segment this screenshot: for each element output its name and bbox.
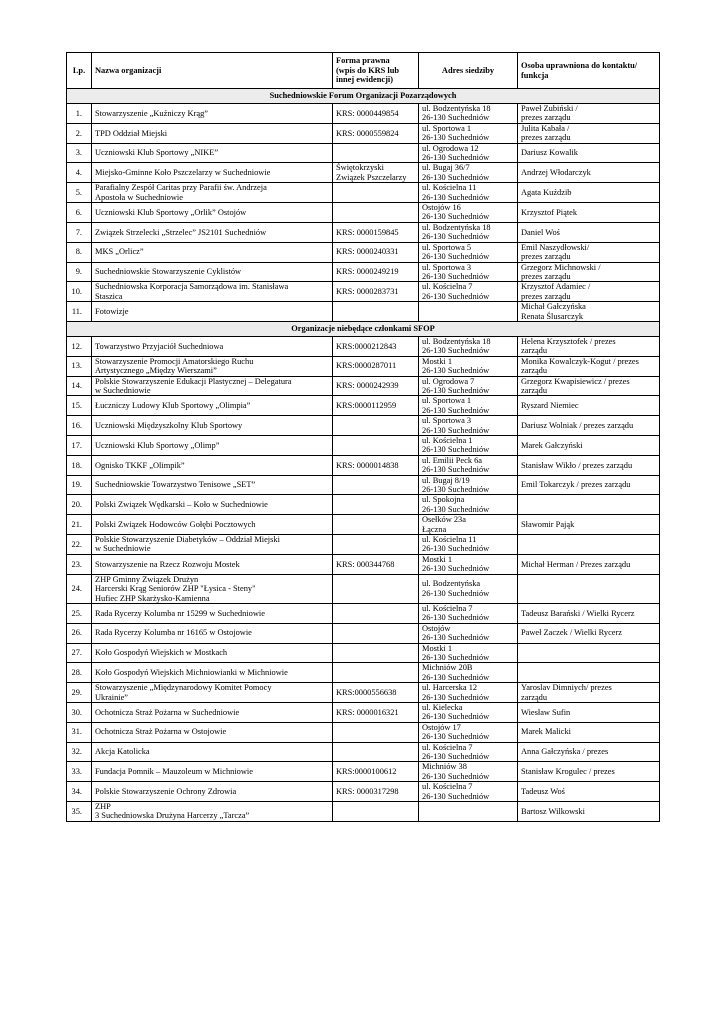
cell-lp: 25. bbox=[67, 603, 92, 623]
cell-address: ul. Bugaj 8/19 26-130 Suchedniów bbox=[419, 475, 518, 495]
section-title: Suchedniowskie Forum Organizacji Pozarządowych bbox=[67, 89, 660, 104]
section-header-sfop bbox=[67, 89, 660, 104]
cell-lp: 33. bbox=[67, 762, 92, 782]
cell-address: ul. Harcerska 12 26-130 Suchedniów bbox=[419, 683, 518, 703]
cell-legal-form: KRS:0000100612 bbox=[333, 762, 419, 782]
cell-lp: 12. bbox=[67, 336, 92, 356]
cell-organization-name: Uczniowski Klub Sportowy „Olimp” bbox=[92, 436, 333, 456]
header-legal-form: Forma prawna (wpis do KRS lub innej ewidencji) bbox=[333, 53, 419, 89]
table-row bbox=[67, 455, 660, 475]
cell-lp: 19. bbox=[67, 475, 92, 495]
table-row bbox=[67, 603, 660, 623]
table-row bbox=[67, 722, 660, 742]
cell-organization-name: Stowarzyszenie „Kuźniczy Krąg” bbox=[92, 104, 333, 124]
table-row bbox=[67, 203, 660, 223]
cell-organization-name: Miejsko-Gminne Koło Pszczelarzy w Suchedniowie bbox=[92, 163, 333, 183]
cell-organization-name: Suchedniowskie Towarzystwo Tenisowe „SET” bbox=[92, 475, 333, 495]
cell-address: Ostojów 16 26-130 Suchedniów bbox=[419, 203, 518, 223]
cell-legal-form: KRS: 0000317298 bbox=[333, 782, 419, 802]
cell-address: ul. Kościelna 11 26-130 Suchedniów bbox=[419, 183, 518, 203]
cell-contact: Daniel Woś bbox=[518, 222, 660, 242]
cell-address: ul. Kościelna 7 26-130 Suchedniów bbox=[419, 603, 518, 623]
table-row bbox=[67, 163, 660, 183]
cell-contact: Paweł Zaczek / Wielki Rycerz bbox=[518, 623, 660, 643]
table-row bbox=[67, 574, 660, 603]
cell-contact: Bartosz Wilkowski bbox=[518, 802, 660, 822]
cell-organization-name: Akcja Katolicka bbox=[92, 742, 333, 762]
document-page bbox=[66, 52, 659, 822]
cell-lp: 14. bbox=[67, 376, 92, 396]
cell-organization-name: Towarzystwo Przyjaciół Suchedniowa bbox=[92, 336, 333, 356]
cell-lp: 28. bbox=[67, 663, 92, 683]
cell-organization-name: Suchedniowskie Stowarzyszenie Cyklistów bbox=[92, 262, 333, 282]
cell-address: ul. Sportowa 3 26-130 Suchedniów bbox=[419, 416, 518, 436]
table-row bbox=[67, 242, 660, 262]
cell-lp: 23. bbox=[67, 554, 92, 574]
cell-contact bbox=[518, 574, 660, 603]
table-row bbox=[67, 123, 660, 143]
cell-contact: Tadeusz Barański / Wielki Rycerz bbox=[518, 603, 660, 623]
cell-legal-form bbox=[333, 143, 419, 163]
cell-lp: 24. bbox=[67, 574, 92, 603]
cell-lp: 1. bbox=[67, 104, 92, 124]
cell-address: ul. Kościelna 7 26-130 Suchedniów bbox=[419, 282, 518, 302]
table-row bbox=[67, 623, 660, 643]
cell-legal-form: KRS:0000556638 bbox=[333, 683, 419, 703]
cell-organization-name: Rada Rycerzy Kolumba nr 15299 w Suchedniowie bbox=[92, 603, 333, 623]
cell-address: ul. Emilii Peck 6a 26-130 Suchedniów bbox=[419, 455, 518, 475]
cell-contact: Wiesław Sufin bbox=[518, 702, 660, 722]
header-contact: Osoba uprawniona do kontaktu/ funkcja bbox=[518, 53, 660, 89]
cell-legal-form: KRS:0000212843 bbox=[333, 336, 419, 356]
cell-address: ul. Spokojna 26-130 Suchedniów bbox=[419, 495, 518, 515]
cell-address: ul. Ogrodowa 7 26-130 Suchedniów bbox=[419, 376, 518, 396]
cell-organization-name: Rada Rycerzy Kolumba nr 16165 w Ostojowie bbox=[92, 623, 333, 643]
cell-legal-form bbox=[333, 663, 419, 683]
cell-organization-name: Polski Związek Wędkarski – Koło w Suchedniowie bbox=[92, 495, 333, 515]
cell-organization-name: Ochotnicza Straż Pożarna w Ostojowie bbox=[92, 722, 333, 742]
cell-legal-form bbox=[333, 515, 419, 535]
cell-legal-form bbox=[333, 802, 419, 822]
cell-address: Ostojów 26-130 Suchedniów bbox=[419, 623, 518, 643]
cell-lp: 18. bbox=[67, 455, 92, 475]
cell-lp: 16. bbox=[67, 416, 92, 436]
cell-lp: 15. bbox=[67, 396, 92, 416]
cell-contact bbox=[518, 663, 660, 683]
cell-lp: 5. bbox=[67, 183, 92, 203]
table-row bbox=[67, 535, 660, 555]
cell-legal-form: KRS:0000287011 bbox=[333, 356, 419, 376]
cell-lp: 22. bbox=[67, 535, 92, 555]
table-row bbox=[67, 436, 660, 456]
cell-lp: 26. bbox=[67, 623, 92, 643]
cell-lp: 10. bbox=[67, 282, 92, 302]
cell-lp: 8. bbox=[67, 242, 92, 262]
cell-organization-name: ZHP Gminny Związek Drużyn Harcerski Krąg Seniorów ZHP "Łysica - Steny" Hufiec ZHP Skarżysko-Kamienna bbox=[92, 574, 333, 603]
header-lp: Lp. bbox=[67, 53, 92, 89]
table-row bbox=[67, 475, 660, 495]
cell-address: Michniów 20B 26-130 Suchedniów bbox=[419, 663, 518, 683]
cell-lp: 7. bbox=[67, 222, 92, 242]
table-row bbox=[67, 515, 660, 535]
cell-organization-name: Polskie Stowarzyszenie Ochrony Zdrowia bbox=[92, 782, 333, 802]
cell-contact: Grzegorz Michnowski / prezes zarządu bbox=[518, 262, 660, 282]
cell-legal-form: KRS: 0000559824 bbox=[333, 123, 419, 143]
cell-contact: Krzysztof Piątek bbox=[518, 203, 660, 223]
cell-contact: Michał Herman / Prezes zarządu bbox=[518, 554, 660, 574]
cell-address: ul. Bodzentyńska 18 26-130 Suchedniów bbox=[419, 222, 518, 242]
cell-address bbox=[419, 302, 518, 322]
table-row bbox=[67, 554, 660, 574]
cell-contact: Krzysztof Adamiec / prezes zarządu bbox=[518, 282, 660, 302]
cell-contact: Michał Gałczyńska Renata Ślusarczyk bbox=[518, 302, 660, 322]
cell-contact bbox=[518, 535, 660, 555]
cell-address: ul. Bodzentyńska 18 26-130 Suchedniów bbox=[419, 336, 518, 356]
cell-contact: Anna Gałczyńska / prezes bbox=[518, 742, 660, 762]
cell-organization-name: Ognisko TKKF „Olimpik” bbox=[92, 455, 333, 475]
cell-contact: Julita Kabała / prezes zarządu bbox=[518, 123, 660, 143]
cell-legal-form bbox=[333, 603, 419, 623]
cell-organization-name: Polski Związek Hodowców Gołębi Pocztowych bbox=[92, 515, 333, 535]
cell-address: ul. Ogrodowa 12 26-130 Suchedniów bbox=[419, 143, 518, 163]
cell-lp: 34. bbox=[67, 782, 92, 802]
cell-lp: 2. bbox=[67, 123, 92, 143]
cell-address bbox=[419, 802, 518, 822]
cell-legal-form bbox=[333, 574, 419, 603]
cell-legal-form: KRS: 000344768 bbox=[333, 554, 419, 574]
cell-organization-name: Polskie Stowarzyszenie Diabetyków – Oddział Miejski w Suchedniowie bbox=[92, 535, 333, 555]
cell-legal-form bbox=[333, 475, 419, 495]
table-row bbox=[67, 416, 660, 436]
cell-lp: 11. bbox=[67, 302, 92, 322]
cell-lp: 27. bbox=[67, 643, 92, 663]
cell-contact: Sławomir Pająk bbox=[518, 515, 660, 535]
cell-organization-name: ZHP 3 Suchedniowska Drużyna Harcerzy „Tarcza” bbox=[92, 802, 333, 822]
header-address: Adres siedziby bbox=[419, 53, 518, 89]
cell-legal-form: KRS: 0000242939 bbox=[333, 376, 419, 396]
table-row bbox=[67, 302, 660, 322]
cell-address: ul. Kościelna 7 26-130 Suchedniów bbox=[419, 782, 518, 802]
cell-contact: Dariusz Kowalik bbox=[518, 143, 660, 163]
cell-contact bbox=[518, 495, 660, 515]
cell-contact: Helena Krzysztofek / prezes zarządu bbox=[518, 336, 660, 356]
table-row bbox=[67, 376, 660, 396]
section-title: Organizacje niebędące członkami SFOP bbox=[67, 321, 660, 336]
cell-organization-name: TPD Oddział Miejski bbox=[92, 123, 333, 143]
cell-lp: 29. bbox=[67, 683, 92, 703]
table-row bbox=[67, 396, 660, 416]
cell-contact: Paweł Zubiński / prezes zarządu bbox=[518, 104, 660, 124]
cell-address: Mostki 1 26-130 Suchedniów bbox=[419, 554, 518, 574]
table-row bbox=[67, 643, 660, 663]
cell-legal-form bbox=[333, 535, 419, 555]
cell-address: ul. Bugaj 36/7 26-130 Suchedniów bbox=[419, 163, 518, 183]
cell-legal-form bbox=[333, 495, 419, 515]
cell-address: ul. Sportowa 3 26-130 Suchedniów bbox=[419, 262, 518, 282]
cell-organization-name: Uczniowski Klub Sportowy „Orlik” Ostojów bbox=[92, 203, 333, 223]
table-row bbox=[67, 262, 660, 282]
cell-contact: Emil Naszydłowski/ prezes zarządu bbox=[518, 242, 660, 262]
cell-organization-name: Fundacja Pomnik – Mauzoleum w Michniowie bbox=[92, 762, 333, 782]
table-row bbox=[67, 104, 660, 124]
cell-organization-name: Parafialny Zespół Caritas przy Parafii św. Andrzeja Apostoła w Suchedniowie bbox=[92, 183, 333, 203]
cell-organization-name: Uczniowski Klub Sportowy „NIKE” bbox=[92, 143, 333, 163]
cell-lp: 20. bbox=[67, 495, 92, 515]
cell-legal-form bbox=[333, 742, 419, 762]
cell-lp: 4. bbox=[67, 163, 92, 183]
header-name: Nazwa organizacji bbox=[92, 53, 333, 89]
cell-contact: Stanisław Wikło / prezes zarządu bbox=[518, 455, 660, 475]
table-row bbox=[67, 143, 660, 163]
cell-contact: Monika Kowalczyk-Kogut / prezes zarządu bbox=[518, 356, 660, 376]
cell-lp: 9. bbox=[67, 262, 92, 282]
cell-address: ul. Kościelna 11 26-130 Suchedniów bbox=[419, 535, 518, 555]
cell-lp: 32. bbox=[67, 742, 92, 762]
cell-organization-name: Polskie Stowarzyszenie Edukacji Plastycznej – Delegatura w Suchedniowie bbox=[92, 376, 333, 396]
cell-legal-form: KRS: 0000014838 bbox=[333, 455, 419, 475]
cell-lp: 30. bbox=[67, 702, 92, 722]
cell-legal-form: KRS: 0000240331 bbox=[333, 242, 419, 262]
cell-legal-form bbox=[333, 416, 419, 436]
cell-organization-name: Stowarzyszenie „Międzynarodowy Komitet Pomocy Ukrainie” bbox=[92, 683, 333, 703]
table-row bbox=[67, 782, 660, 802]
table-row bbox=[67, 336, 660, 356]
cell-contact: Emil Tokarczyk / prezes zarządu bbox=[518, 475, 660, 495]
cell-organization-name: Ochotnicza Straż Pożarna w Suchedniowie bbox=[92, 702, 333, 722]
cell-address: Mostki 1 26-130 Suchedniów bbox=[419, 643, 518, 663]
cell-contact: Agata Kuździb bbox=[518, 183, 660, 203]
cell-legal-form: KRS: 0000249219 bbox=[333, 262, 419, 282]
cell-lp: 6. bbox=[67, 203, 92, 223]
cell-lp: 13. bbox=[67, 356, 92, 376]
cell-address: ul. Bodzentyńska 18 26-130 Suchedniów bbox=[419, 104, 518, 124]
cell-contact bbox=[518, 643, 660, 663]
cell-legal-form bbox=[333, 436, 419, 456]
cell-organization-name: Fotowizje bbox=[92, 302, 333, 322]
cell-legal-form: KRS: 0000449854 bbox=[333, 104, 419, 124]
table-row bbox=[67, 282, 660, 302]
cell-organization-name: MKS „Orlicz” bbox=[92, 242, 333, 262]
cell-legal-form bbox=[333, 722, 419, 742]
cell-contact: Marek Malicki bbox=[518, 722, 660, 742]
cell-contact: Marek Gałczyński bbox=[518, 436, 660, 456]
cell-organization-name: Koło Gospodyń Wiejskich Michniowianki w Michniowie bbox=[92, 663, 333, 683]
cell-organization-name: Łuczniczy Ludowy Klub Sportowy „Olimpia” bbox=[92, 396, 333, 416]
organizations-table bbox=[66, 52, 660, 822]
cell-lp: 21. bbox=[67, 515, 92, 535]
table-row bbox=[67, 495, 660, 515]
cell-lp: 3. bbox=[67, 143, 92, 163]
table-header-row bbox=[67, 53, 660, 89]
table-row bbox=[67, 663, 660, 683]
table-row bbox=[67, 702, 660, 722]
table-row bbox=[67, 356, 660, 376]
cell-legal-form bbox=[333, 183, 419, 203]
cell-organization-name: Związek Strzelecki „Strzelec” JS2101 Suchedniów bbox=[92, 222, 333, 242]
cell-address: ul. Kielecka 26-130 Suchedniów bbox=[419, 702, 518, 722]
cell-address: ul. Sportowa 5 26-130 Suchedniów bbox=[419, 242, 518, 262]
cell-address: Mostki 1 26-130 Suchedniów bbox=[419, 356, 518, 376]
cell-address: Michniów 38 26-130 Suchedniów bbox=[419, 762, 518, 782]
cell-contact: Dariusz Wolniak / prezes zarządu bbox=[518, 416, 660, 436]
cell-address: ul. Kościelna 1 26-130 Suchedniów bbox=[419, 436, 518, 456]
table-row bbox=[67, 742, 660, 762]
cell-organization-name: Koło Gospodyń Wiejskich w Mostkach bbox=[92, 643, 333, 663]
cell-organization-name: Stowarzyszenie Promocji Amatorskiego Ruchu Artystycznego „Między Wierszami” bbox=[92, 356, 333, 376]
cell-organization-name: Suchedniowska Korporacja Samorządowa im. Stanisława Staszica bbox=[92, 282, 333, 302]
cell-lp: 31. bbox=[67, 722, 92, 742]
cell-legal-form: Świętokrzyski Związek Pszczelarzy bbox=[333, 163, 419, 183]
cell-legal-form: KRS: 0000159845 bbox=[333, 222, 419, 242]
cell-contact: Ryszard Niemiec bbox=[518, 396, 660, 416]
cell-contact: Grzegorz Kwapisiewicz / prezes zarządu bbox=[518, 376, 660, 396]
cell-address: ul. Bodzentyńska 26-130 Suchedniów bbox=[419, 574, 518, 603]
cell-lp: 35. bbox=[67, 802, 92, 822]
table-body bbox=[67, 89, 660, 822]
cell-address: ul. Sportowa 1 26-130 Suchedniów bbox=[419, 123, 518, 143]
cell-organization-name: Uczniowski Międzyszkolny Klub Sportowy bbox=[92, 416, 333, 436]
cell-contact: Tadeusz Woś bbox=[518, 782, 660, 802]
cell-legal-form bbox=[333, 203, 419, 223]
cell-legal-form: KRS: 0000016321 bbox=[333, 702, 419, 722]
table-row bbox=[67, 762, 660, 782]
cell-legal-form bbox=[333, 623, 419, 643]
cell-organization-name: Stowarzyszenie na Rzecz Rozwoju Mostek bbox=[92, 554, 333, 574]
cell-lp: 17. bbox=[67, 436, 92, 456]
cell-contact: Stanisław Krogulec / prezes bbox=[518, 762, 660, 782]
cell-legal-form: KRS:0000112959 bbox=[333, 396, 419, 416]
table-row bbox=[67, 802, 660, 822]
table-row bbox=[67, 183, 660, 203]
cell-contact: Andrzej Włodarczyk bbox=[518, 163, 660, 183]
cell-address: ul. Kościelna 7 26-130 Suchedniów bbox=[419, 742, 518, 762]
cell-address: ul. Sportowa 1 26-130 Suchedniów bbox=[419, 396, 518, 416]
cell-legal-form: KRS: 0000283731 bbox=[333, 282, 419, 302]
cell-legal-form bbox=[333, 302, 419, 322]
section-header-non-members bbox=[67, 321, 660, 336]
cell-address: Osełków 23a Łączna bbox=[419, 515, 518, 535]
cell-address: Ostojów 17 26-130 Suchedniów bbox=[419, 722, 518, 742]
table-row bbox=[67, 683, 660, 703]
cell-legal-form bbox=[333, 643, 419, 663]
cell-contact: Yaroslav Dimniych/ prezes zarządu bbox=[518, 683, 660, 703]
table-row bbox=[67, 222, 660, 242]
